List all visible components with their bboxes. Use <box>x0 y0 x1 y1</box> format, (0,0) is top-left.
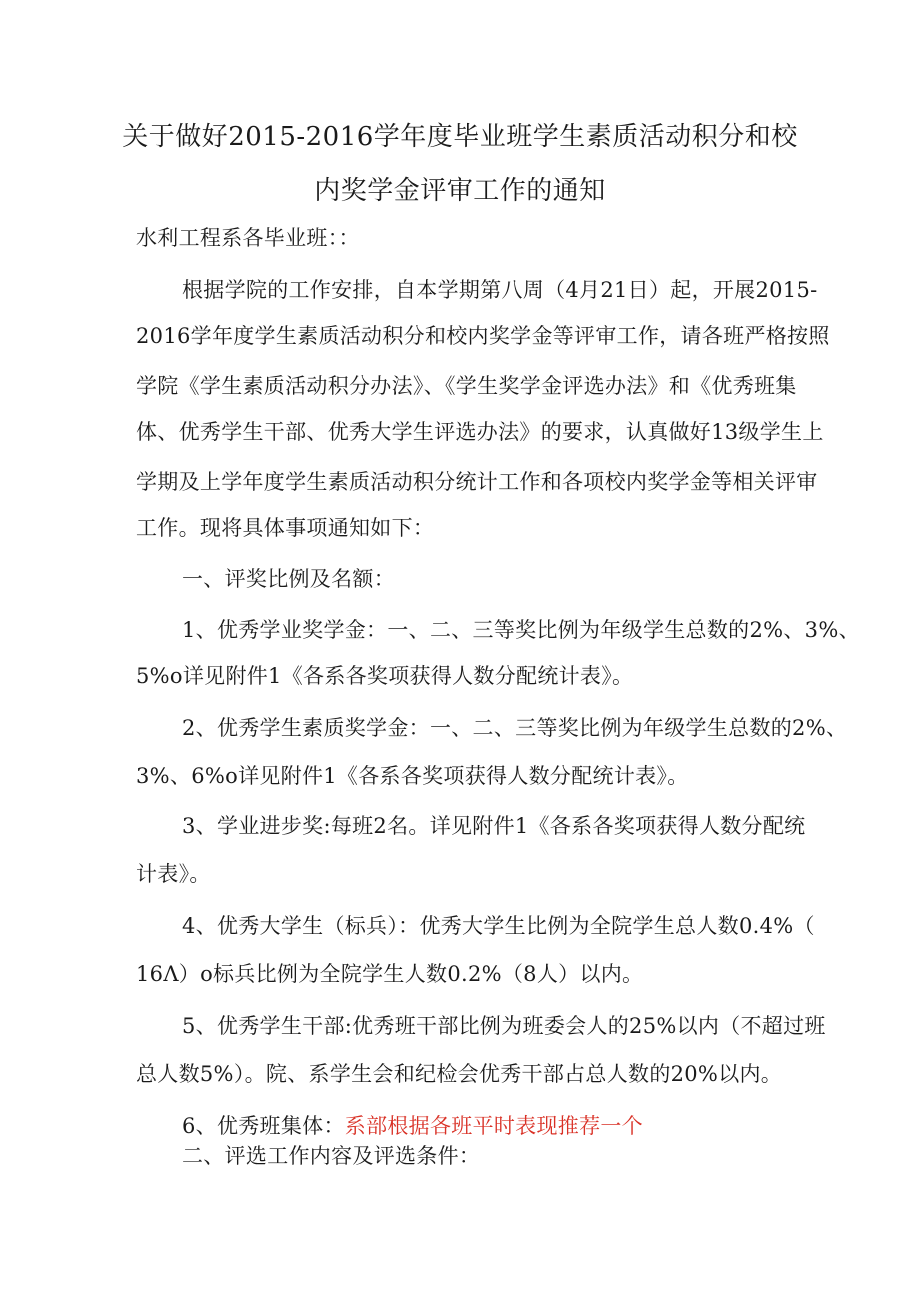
item-5-line-1: 5、优秀学生干部:优秀班干部比例为班委会人的25%以内（不超过班 <box>182 1014 826 1038</box>
item-6-label: 6、优秀班集体： <box>182 1114 345 1138</box>
item-3-line-1: 3、学业进步奖:每班2名。详见附件1《各系各奖项获得人数分配统 <box>182 814 806 838</box>
item-2-line-1: 2、优秀学生素质奖学金：一、二、三等奖比例为年级学生总数的2%、 <box>182 716 848 740</box>
item-6-line <box>182 1110 643 1140</box>
item-3-line-2: 计表》。 <box>136 862 211 886</box>
item-4-line-1: 4、优秀大学生（标兵）：优秀大学生比例为全院学生总人数0.4%（ <box>182 914 815 938</box>
item-1-line-2: 5%o详见附件1《各系各奖项获得人数分配统计表》。 <box>136 664 634 688</box>
intro-line-4: 体、优秀学生干部、优秀大学生评选办法》的要求，认真做好13级学生上 <box>136 420 824 444</box>
notice-title-line-2: 内奖学金评审工作的通知 <box>314 176 606 206</box>
salutation: 水利工程系各毕业班：： <box>136 226 360 250</box>
intro-line-3: 学院《学生素质活动积分办法》、《学生奖学金评选办法》和《优秀班集 <box>136 374 797 398</box>
intro-line-5: 学期及上学年度学生素质活动积分统计工作和各项校内奖学金等相关评审 <box>136 470 818 494</box>
item-2-line-2: 3%、6%o详见附件1《各系各奖项获得人数分配统计表》。 <box>136 764 689 788</box>
intro-line-2: 2016学年度学生素质活动积分和校内奖学金等评审工作，请各班严格按照 <box>136 324 830 348</box>
section-1-heading: 一、评奖比例及名额： <box>182 567 395 591</box>
item-5-line-2: 总人数5%）。院、系学生会和纪检会优秀干部占总人数的20%以内。 <box>136 1062 783 1086</box>
notice-title-line-1: 关于做好2015-2016学年度毕业班学生素质活动积分和校 <box>122 122 798 152</box>
intro-line-6: 工作。现将具体事项通知如下： <box>136 516 435 540</box>
item-6-highlight: 系部根据各班平时表现推荐一个 <box>344 1114 643 1138</box>
section-2-heading: 二、评选工作内容及评选条件： <box>182 1144 481 1168</box>
item-1-line-1: 1、优秀学业奖学金：一、二、三等奖比例为年级学生总数的2%、3%、 <box>182 618 860 642</box>
item-4-line-2: 16Λ）o标兵比例为全院学生人数0.2%（8人）以内。 <box>136 962 644 986</box>
intro-line-1: 根据学院的工作安排，自本学期第八周（4月21日）起，开展2015- <box>182 278 818 302</box>
